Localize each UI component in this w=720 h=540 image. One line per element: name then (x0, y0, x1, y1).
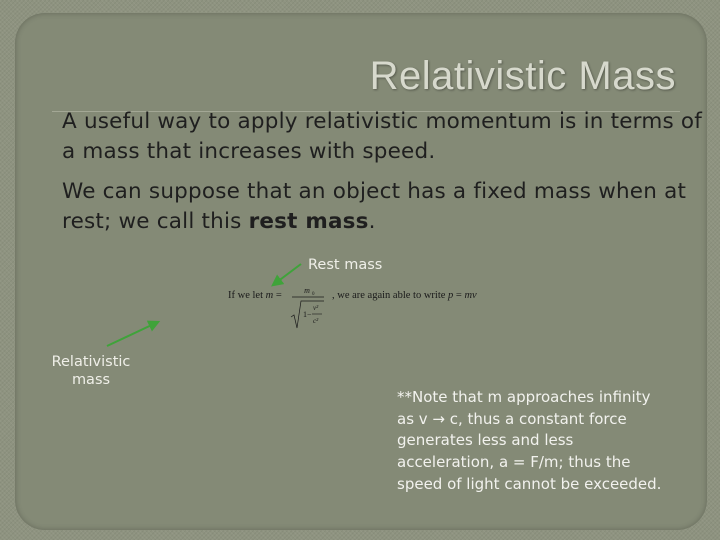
relativistic-mass-label: Relativistic mass (51, 354, 131, 388)
slide-title: Relativistic Mass (369, 54, 676, 98)
svg-text:0: 0 (312, 292, 315, 297)
svg-text:v²: v² (313, 304, 319, 312)
paragraph-momentum: A useful way to apply relativistic momentum is in terms of a mass that increases with speed. (62, 109, 703, 164)
rest-mass-label: Rest mass (308, 257, 383, 273)
speed-of-light-note: **Note that m approaches infinity as v → c, thus a constant force generates less and less acceleration, a = F/m; thus the speed of light cannot be exceeded. (397, 388, 662, 493)
svg-text:m: m (304, 286, 310, 295)
paragraph-rest-mass-text: We can suppose that an object has a fixed mass when at rest; we call this (62, 179, 687, 234)
formula-suffix: , we are again able to write p = mv (332, 290, 477, 301)
formula-prefix: If we let m = (228, 290, 282, 301)
rest-mass-arrow (273, 264, 301, 285)
svg-text:c²: c² (313, 317, 319, 325)
relativistic-mass-arrow (107, 322, 158, 346)
svg-text:1−: 1− (303, 310, 312, 319)
rest-mass-term: rest mass (248, 209, 369, 234)
paragraph-rest-mass-end: . (368, 209, 376, 234)
mass-fraction-graphic (288, 284, 326, 330)
